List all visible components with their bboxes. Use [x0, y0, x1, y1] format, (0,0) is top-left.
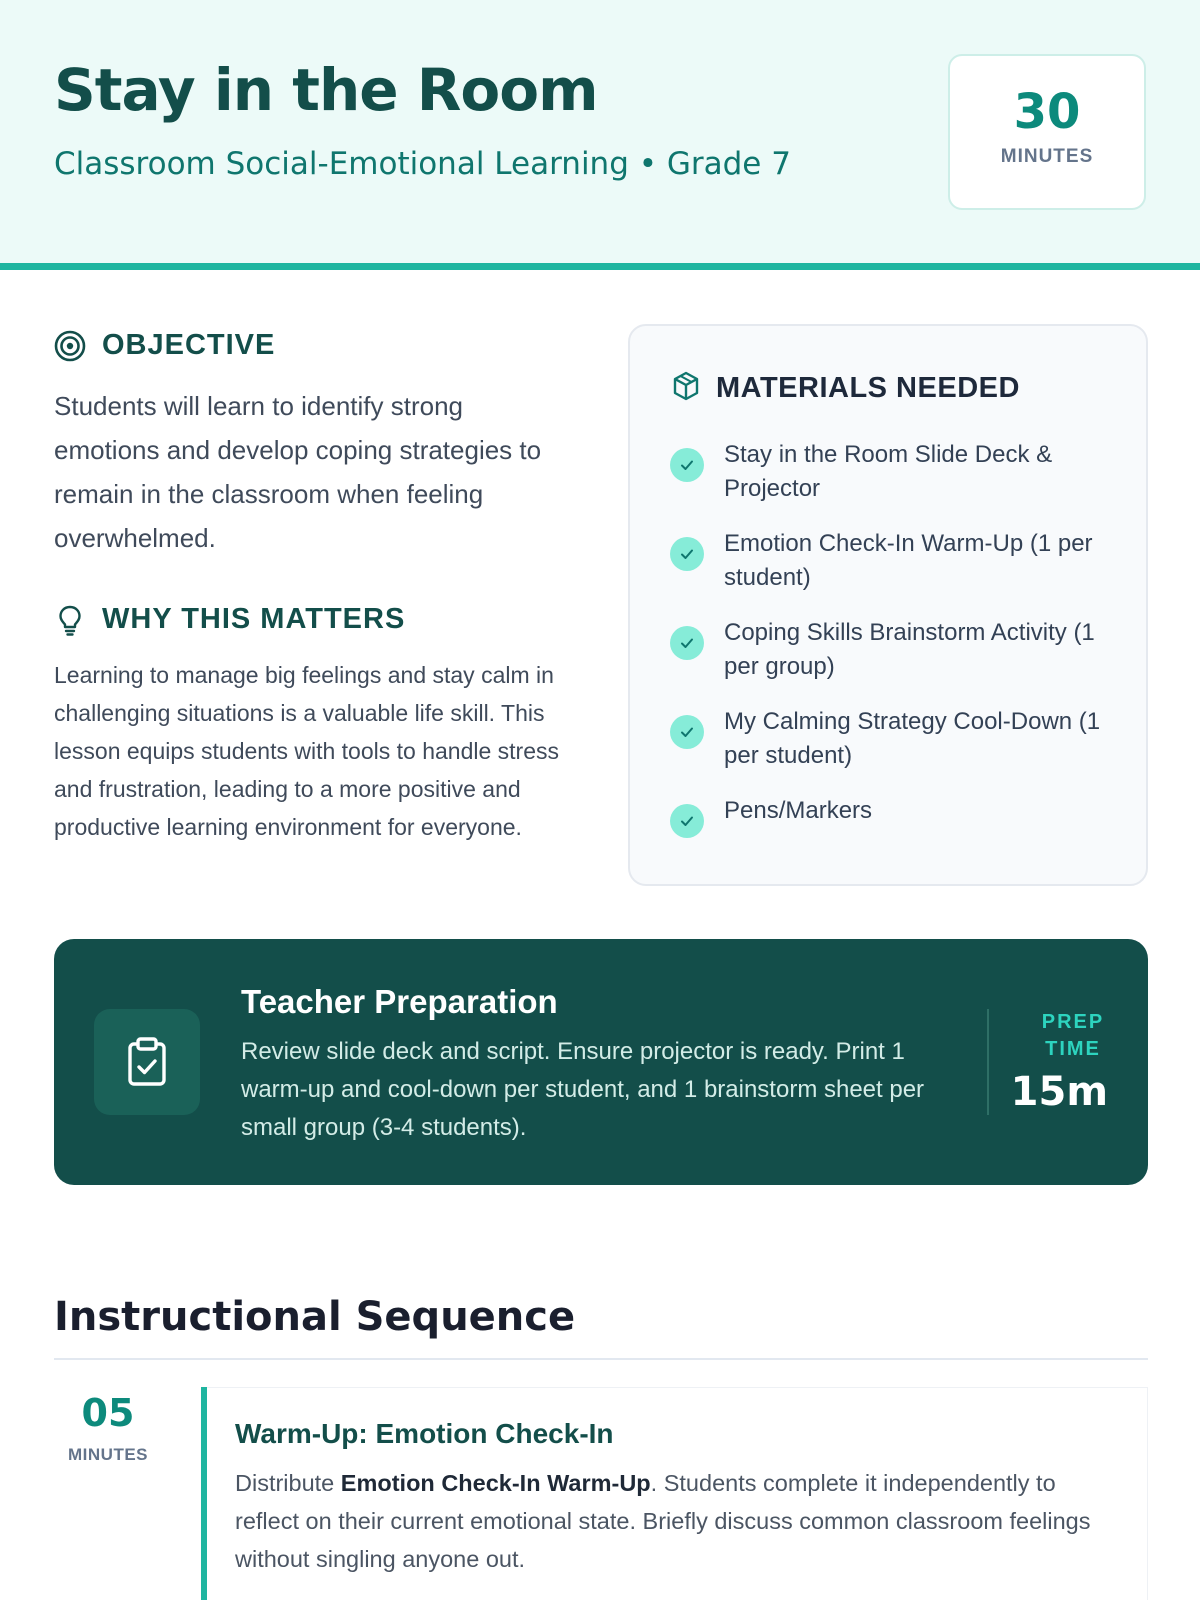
step-text-bold: Emotion Check-In Warm-Up — [340, 1470, 651, 1496]
step-text-before: Distribute — [235, 1470, 341, 1496]
materials-list — [670, 438, 1120, 859]
teacher-prep-card — [54, 939, 1148, 1185]
target-icon — [54, 330, 86, 362]
materials-heading — [670, 370, 1020, 407]
check-icon — [670, 626, 704, 660]
step-minutes-label: MINUTES — [68, 1445, 148, 1464]
lesson-subtitle: Classroom Social-Emotional Learning • Grade 7 — [54, 146, 791, 182]
material-label: My Calming Strategy Cool-Down (1 per student) — [724, 708, 1101, 769]
materials-heading-label: MATERIALS NEEDED — [716, 372, 1020, 404]
clipboard-check-icon — [94, 1009, 200, 1115]
check-icon — [670, 804, 704, 838]
prep-divider — [987, 1009, 989, 1115]
step-text-after: . Students complete it independently to reflect on their current emotional state. Briefly discuss common classroom feelings without singling anyone out. — [235, 1470, 1091, 1572]
box-icon — [670, 370, 702, 407]
prep-time — [1011, 1009, 1108, 1115]
list-item — [670, 705, 1120, 773]
duration-label: MINUTES — [1000, 146, 1094, 167]
list-item — [670, 616, 1120, 684]
lesson-header — [0, 0, 1200, 270]
prep-time-value: 15m — [1010, 1069, 1108, 1115]
check-icon — [670, 537, 704, 571]
prep-title: Teacher Preparation — [241, 983, 558, 1020]
why-heading — [54, 603, 405, 636]
list-item — [670, 438, 1120, 506]
materials-card — [628, 324, 1148, 886]
duration-value: 30 — [1013, 84, 1081, 140]
check-icon — [670, 448, 704, 482]
sequence-divider — [54, 1358, 1148, 1360]
sequence-step — [54, 1387, 1148, 1600]
step-card — [207, 1387, 1148, 1600]
objective-text: Students will learn to identify strong emotions and develop coping strategies to remain in the classroom when feeling overwhelmed. — [54, 391, 542, 553]
list-item — [670, 794, 1120, 838]
material-label: Stay in the Room Slide Deck & Projector — [724, 441, 1053, 502]
duration-badge — [948, 54, 1146, 210]
check-icon — [670, 715, 704, 749]
why-text: Learning to manage big feelings and stay calm in challenging situations is a valuable life skill. This lesson equips students with tools to handle stress and frustration, leading to a more positive and productive learning environment for everyone. — [54, 662, 560, 840]
list-item — [670, 527, 1120, 595]
material-label: Emotion Check-In Warm-Up (1 per student) — [724, 530, 1093, 591]
step-title: Warm-Up: Emotion Check-In — [235, 1418, 614, 1449]
step-minutes-value: 05 — [81, 1391, 135, 1435]
material-label: Pens/Markers — [724, 797, 873, 824]
prep-text: Review slide deck and script. Ensure projector is ready. Print 1 warm-up and cool-down per student, and 1 brainstorm sheet per small group (3-4 students). — [241, 1038, 925, 1141]
material-label: Coping Skills Brainstorm Activity (1 per group) — [724, 619, 1095, 680]
lesson-title: Stay in the Room — [54, 56, 598, 124]
prep-time-label: PREP TIME — [1041, 1011, 1105, 1060]
step-duration — [54, 1387, 162, 1465]
lightbulb-icon — [54, 604, 86, 636]
step-description — [235, 1464, 1115, 1578]
objective-heading-label: OBJECTIVE — [102, 329, 276, 361]
why-heading-label: WHY THIS MATTERS — [102, 603, 406, 635]
objective-heading — [54, 329, 275, 362]
sequence-title: Instructional Sequence — [54, 1294, 576, 1340]
